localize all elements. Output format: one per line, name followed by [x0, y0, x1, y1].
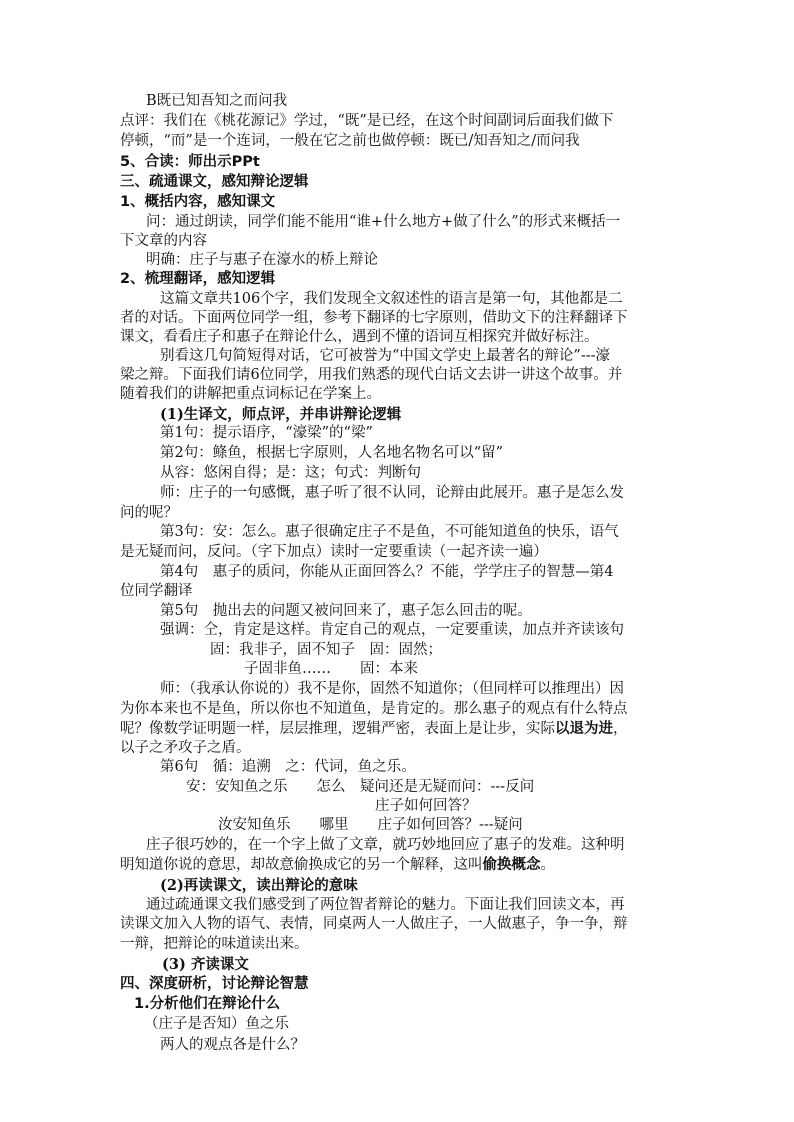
text-segment: 第1句：提示语序，“濠梁”的“梁” [160, 425, 373, 441]
text-line [160, 484, 624, 503]
text-segment: ， [613, 721, 628, 737]
text-segment: 安：安知鱼之乐 怎么 疑问还是无疑而问：---反问 [186, 779, 535, 795]
text-segment: 随着我们的讲解把重点词标记在学案上。 [120, 386, 381, 402]
text-line [160, 347, 610, 366]
text-line [160, 758, 416, 777]
text-segment: 强调：仝，肯定是这样。肯定自己的观点，一定要重读，加点并齐读该句 [160, 622, 624, 638]
text-segment: 三、疏通课文，感知辩论逻辑 [120, 174, 309, 190]
text-segment: 庄子很巧妙的，在一个字上做了文章，就巧妙地回应了惠子的发难。这种明 [146, 837, 625, 853]
text-line [160, 621, 624, 640]
text-segment: 是无疑而问，反问。（字下加点）读时一定要重读（一起齐读一遍） [120, 544, 548, 560]
text-segment: 位同学翻译 [120, 583, 193, 599]
text-segment: 通过疏通课文我们感受到了两位智者辩论的魅力。下面让我们回读文本，再 [146, 897, 625, 913]
emphasis-text: 以退为进 [555, 720, 613, 737]
text-line [162, 955, 249, 974]
text-line [218, 816, 523, 835]
text-segment: 问：通过朗读，同学们能不能用“谁+什么地方+做了什么”的形式来概括一 [146, 214, 621, 230]
text-line [160, 464, 421, 483]
text-line [160, 405, 401, 424]
text-line [120, 173, 309, 192]
text-segment: 从容：悠闲自得；是：这；句式：判断句 [160, 465, 421, 481]
text-line [160, 680, 624, 699]
text-line [146, 251, 378, 270]
text-line [146, 213, 620, 232]
text-segment: 一辩，把辩论的味道读出来。 [120, 936, 309, 952]
text-segment: 固：我非子，固不知子 固：固然； [210, 642, 442, 658]
text-segment: 2、梳理翻译，感知逻辑 [120, 271, 276, 287]
text-segment: 第5句 抛出去的问题又被问回来了，惠子怎么回击的呢。 [160, 603, 532, 619]
text-segment: B既已知吾知之而问我 [146, 93, 288, 109]
text-line [120, 543, 548, 562]
text-line [120, 309, 628, 328]
text-segment: 1、概括内容，感知课文 [120, 194, 276, 210]
text-segment: (1)生译文，师点评，并串讲辩论逻辑 [160, 406, 402, 423]
text-segment: 为你本来也不是鱼，所以你也不知道鱼，是肯定的。那么惠子的观点有什么特点 [120, 701, 628, 717]
text-line [120, 270, 275, 289]
text-line [244, 660, 418, 679]
text-line [120, 915, 628, 934]
text-segment: 梁之辩。下面我们请6位同学，用我们熟悉的现代白话文去讲一讲这个故事。并 [120, 367, 623, 383]
text-line [160, 1036, 305, 1055]
text-segment: 这篇文章共106个字，我们发现全文叙述性的语言是第一句，其他都是二 [160, 291, 623, 307]
text-segment: 课文，看看庄子和惠子在辩论什么，遇到不懂的语词互相探究并做好标注。 [120, 329, 599, 345]
text-segment: 读课文加入人物的语气、表情，同桌两人一人做庄子，一人做惠子，争一争，辩 [120, 916, 628, 932]
text-segment: 以子之矛攻子之盾。 [120, 740, 251, 756]
text-line [120, 328, 599, 347]
text-segment: 。 [540, 857, 555, 873]
text-line [120, 935, 309, 954]
text-segment: 第2句：鲦鱼，根据七字原则，人名地名物名可以“留” [160, 445, 504, 461]
text-line [120, 719, 628, 739]
text-segment: 汝安知鱼乐 哪里 庄子如何回答？---疑问 [218, 817, 523, 833]
text-line [120, 739, 251, 758]
text-segment: 停顿，“而”是一个连词，一般在它之前也做停顿：既已/知吾知之/而问我 [120, 133, 580, 149]
text-segment: 点评：我们在《桃花源记》学过，“既”是已经，在这个时间副词后面我们做下 [120, 113, 614, 129]
text-line [160, 424, 373, 443]
text-line [160, 876, 358, 895]
text-segment: 第6句 循：追溯 之：代词，鱼之乐。 [160, 759, 416, 775]
text-line [144, 1015, 289, 1034]
text-line [120, 366, 622, 385]
text-segment: 第3句：安：怎么。惠子很确定庄子不是鱼，不可能知道鱼的快乐，语气 [160, 524, 619, 540]
text-line [120, 975, 309, 994]
text-segment: 明确：庄子与惠子在濠水的桥上辩论 [146, 252, 378, 268]
text-segment: 1.分析他们在辩论什么 [134, 996, 281, 1012]
text-line [120, 385, 381, 404]
emphasis-text: 偷换概念 [482, 856, 541, 873]
text-line [120, 582, 193, 601]
text-line [120, 132, 580, 151]
text-line [186, 778, 534, 797]
text-segment: (3) 齐读课文 [162, 956, 249, 973]
text-line [160, 444, 503, 463]
text-segment: 四、深度研析，讨论辩论智慧 [120, 976, 309, 992]
text-segment: 者的对话。下面两位同学一组，参考下翻译的七字原则，借助文下的注释翻译下 [120, 310, 628, 326]
text-segment: 第4句 惠子的质问，你能从正面回答么？不能，学学庄子的智慧—第4 [160, 564, 614, 580]
text-line [375, 797, 477, 816]
text-segment: 明知道你说的意思，却故意偷换成它的另一个解释，这叫 [120, 857, 483, 873]
text-segment: (2)再读课文，读出辩论的意味 [160, 877, 358, 894]
text-segment: 师：庄子的一句感慨，惠子听了很不认同，论辩由此展开。惠子是怎么发 [160, 485, 624, 501]
text-segment: 子固非鱼…… 固：本来 [244, 661, 418, 677]
text-segment: 庄子如何回答？ [375, 798, 477, 814]
text-line [160, 602, 532, 621]
text-line [120, 193, 275, 212]
text-line [160, 290, 623, 309]
text-line [160, 563, 613, 582]
text-line [146, 896, 625, 915]
text-line [160, 523, 619, 542]
text-line [120, 855, 555, 875]
text-segment: 别看这几句简短得对话，它可被誉为“中国文学史上最著名的辩论”---濠 [160, 348, 611, 364]
text-line [210, 641, 442, 660]
text-segment: 两人的观点各是什么？ [160, 1037, 305, 1053]
text-segment: 师：（我承认你说的）我不是你，固然不知道你；（但同样可以推理出）因 [160, 681, 624, 697]
text-segment: 呢？像数学证明题一样，层层推理，逻辑严密，表面上是让步，实际 [120, 721, 555, 737]
text-line [120, 700, 628, 719]
text-segment: 问的呢？ [120, 505, 178, 521]
text-line [120, 232, 207, 251]
text-line [146, 836, 625, 855]
text-segment: （庄子是否知）鱼之乐 [144, 1016, 289, 1032]
text-segment: 下文章的内容 [120, 233, 207, 249]
text-segment: 5、合读：师出示PPt [120, 154, 260, 170]
text-line [134, 995, 280, 1014]
text-line [120, 504, 178, 523]
text-line [146, 92, 287, 111]
text-line [120, 112, 613, 131]
text-line [120, 153, 260, 172]
